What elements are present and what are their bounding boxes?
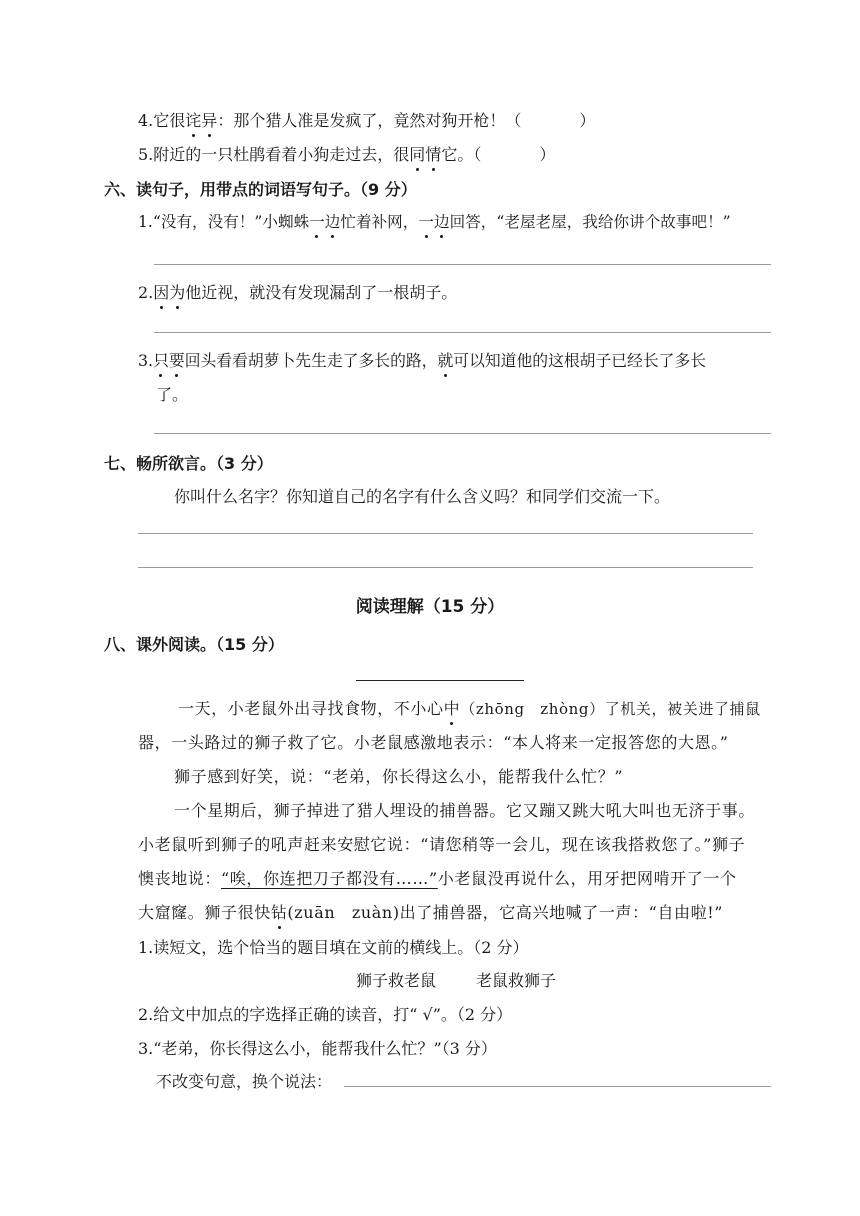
- dotted-char: 诧: [185, 108, 201, 131]
- section-7-prompt: 你叫什么名字？你知道自己的名字有什么含义吗？和同学们交流一下。: [174, 487, 671, 506]
- reading-header: 阅读理解（15 分）: [355, 597, 505, 617]
- sentence-2: 2.因为他近视，就没有发现漏刮了一根胡子。: [138, 280, 457, 303]
- question-2: 2.给文中加点的字选择正确的读音，打“ √”。（2 分）: [138, 1005, 513, 1024]
- title-blank-line[interactable]: [356, 680, 524, 681]
- title-option-1[interactable]: 狮子救老鼠: [356, 971, 437, 990]
- dotted-char: 只: [153, 348, 169, 371]
- answer-line[interactable]: [138, 533, 753, 534]
- dotted-char: 同: [409, 142, 425, 165]
- passage-line-6: 懊丧地说：“唉，你连把刀子都没有……”小老鼠没再说什么，用牙把网啃开了一个: [138, 869, 737, 888]
- sentence-3-continued: 了。: [156, 385, 189, 404]
- dotted-char: 中: [444, 696, 461, 719]
- section-7-title: 七、畅所欲言。（3 分）: [104, 454, 273, 473]
- question-3-label: 不改变句意，换个说法：: [156, 1072, 333, 1091]
- passage-line-4: 一个星期后，狮子掉进了猎人埋设的捕兽器。它又蹦又跳大吼大叫也无济于事。: [174, 801, 756, 820]
- dotted-char: 钻: [271, 900, 288, 923]
- sentence-1: 1.“没有，没有！”小蜘蛛一边忙着补网，一边回答，“老屋老屋，我给你讲个故事吧！”: [138, 210, 731, 232]
- question-item-5: 5.附近的一只杜鹃看着小狗走过去，很同情它。（ ）: [138, 142, 555, 165]
- sentence-3: 3.只要回头看看胡萝卜先生走了多长的路，就可以知道他的这根胡子已经长了多长: [138, 348, 706, 371]
- question-3: 3.“老弟，你长得这么小，能帮我什么忙？”（3 分）: [138, 1039, 497, 1058]
- answer-line[interactable]: [154, 332, 771, 333]
- dotted-char: 情: [425, 142, 441, 165]
- section-8-title: 八、课外阅读。（15 分）: [104, 635, 284, 654]
- dotted-char: 一: [309, 210, 325, 232]
- underlined-quote: “唉，你连把刀子都没有……”: [221, 869, 438, 888]
- dotted-char: 边: [434, 210, 450, 232]
- answer-line[interactable]: [154, 433, 771, 434]
- dotted-char: 要: [169, 348, 185, 371]
- dotted-char: 边: [325, 210, 341, 232]
- dotted-char: 因: [153, 280, 169, 303]
- question-1: 1.读短文，选个恰当的题目填在文前的横线上。（2 分）: [138, 938, 529, 957]
- passage-line-2: 器，一头路过的狮子救了它。小老鼠感激地表示：“本人将来一定报答您的大恩。”: [138, 733, 729, 752]
- section-6-title: 六、读句子，用带点的词语写句子。（9 分）: [104, 180, 417, 199]
- passage-line-1: 一天，小老鼠外出寻找食物，不小心中（zhōng zhòng）了机关，被关进了捕鼠: [178, 696, 761, 719]
- dotted-char: 异: [201, 108, 217, 131]
- dotted-char: 为: [169, 280, 185, 303]
- dotted-char: 一: [418, 210, 434, 232]
- passage-line-5: 小老鼠听到狮子的吼声赶来安慰它说：“请您稍等一会儿，现在该我搭救您了。”狮子: [138, 835, 746, 854]
- answer-line[interactable]: [344, 1086, 771, 1087]
- answer-line[interactable]: [138, 567, 753, 568]
- answer-line[interactable]: [154, 264, 771, 265]
- dotted-char: 就: [437, 348, 453, 371]
- question-item-4: 4.它很诧异：那个猎人准是发疯了，竟然对狗开枪！（ ）: [138, 108, 595, 131]
- passage-line-3: 狮子感到好笑，说：“老弟，你长得这么小，能帮我什么忙？”: [174, 767, 624, 786]
- passage-line-7: 大窟窿。狮子很快钻(zuān zuàn)出了捕兽器，它高兴地喊了一声：“自由啦!”: [138, 900, 723, 923]
- title-option-2[interactable]: 老鼠救狮子: [476, 971, 557, 990]
